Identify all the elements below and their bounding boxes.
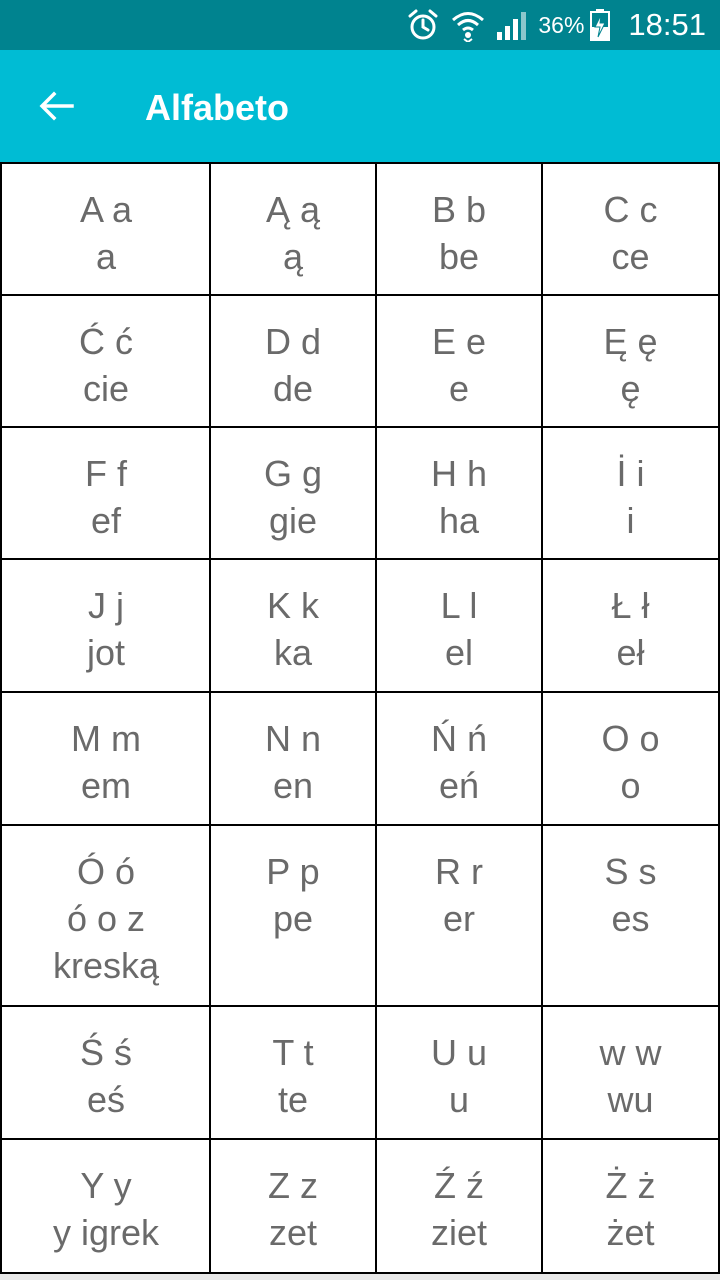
letter-name: żet — [606, 1212, 655, 1253]
letter-glyph: Ć ć — [79, 321, 133, 362]
letter-glyph: T t — [272, 1032, 314, 1073]
battery-percent: 36% — [538, 11, 585, 38]
alphabet-grid — [0, 162, 720, 1276]
letter-glyph: G g — [263, 453, 323, 494]
alarm-icon — [406, 8, 440, 42]
letter-glyph: C c — [603, 189, 658, 230]
letter-name: ą — [282, 236, 304, 277]
letter-glyph: N n — [264, 718, 322, 759]
bottom-strip — [0, 1274, 720, 1280]
letter-name: pe — [272, 898, 314, 939]
letter-name: ka — [273, 632, 313, 673]
letter-cell[interactable] — [541, 558, 720, 693]
letter-name: ce — [611, 236, 650, 277]
letter-name: cie — [82, 368, 130, 409]
letter-cell[interactable] — [541, 824, 720, 1008]
letter-glyph: İ i — [616, 453, 645, 494]
letter-cell[interactable] — [209, 162, 377, 297]
letter-cell[interactable] — [541, 426, 720, 561]
letter-name: ó o z — [66, 898, 146, 939]
letter-cell[interactable] — [209, 294, 377, 429]
letter-name: en — [272, 765, 314, 806]
letter-glyph: K k — [266, 585, 319, 626]
letter-cell[interactable] — [375, 1138, 543, 1274]
letter-glyph: O o — [601, 718, 660, 759]
letter-name: ef — [90, 500, 122, 541]
letter-glyph: A a — [79, 189, 133, 230]
wifi-icon — [450, 8, 486, 42]
signal-icon — [496, 10, 528, 40]
letter-name: te — [277, 1079, 309, 1120]
letter-cell[interactable] — [375, 162, 543, 297]
status-clock: 18:51 — [628, 7, 706, 42]
letter-name: eń — [438, 765, 480, 806]
app-bar — [0, 50, 720, 162]
letter-cell[interactable] — [541, 691, 720, 826]
letter-name: eł — [616, 632, 645, 673]
letter-cell[interactable] — [209, 691, 377, 826]
letter-cell[interactable] — [209, 1138, 377, 1274]
battery-charging-icon — [590, 9, 610, 41]
letter-glyph: Y y — [80, 1165, 132, 1206]
letter-glyph: Ę ę — [603, 321, 658, 362]
page-title: Alfabeto — [145, 87, 289, 128]
letter-name: y igrek — [52, 1212, 160, 1253]
letter-name: er — [442, 898, 475, 939]
letter-cell[interactable] — [209, 426, 377, 561]
status-bar — [0, 0, 720, 50]
letter-glyph: w w — [599, 1032, 662, 1073]
arrow-back-icon — [38, 91, 74, 121]
letter-name-continued: kreską — [52, 945, 160, 986]
letter-cell[interactable] — [375, 691, 543, 826]
letter-name: eś — [86, 1079, 126, 1120]
letter-glyph: Ó ó — [76, 851, 136, 892]
letter-glyph: J j — [88, 585, 124, 626]
letter-cell[interactable] — [375, 294, 543, 429]
letter-cell[interactable] — [541, 1005, 720, 1140]
letter-name: i — [626, 500, 635, 541]
letter-name: e — [448, 368, 470, 409]
letter-cell[interactable] — [541, 294, 720, 429]
letter-cell[interactable] — [209, 1005, 377, 1140]
letter-name: el — [444, 632, 474, 673]
letter-glyph: E e — [431, 321, 487, 362]
letter-name: de — [272, 368, 314, 409]
letter-cell[interactable] — [0, 1138, 212, 1274]
letter-cell[interactable] — [541, 162, 720, 297]
letter-glyph: L l — [440, 585, 478, 626]
letter-name: u — [448, 1079, 470, 1120]
letter-cell[interactable] — [375, 824, 543, 1008]
letter-cell[interactable] — [0, 162, 212, 297]
letter-cell[interactable] — [541, 1138, 720, 1274]
letter-glyph: Z z — [268, 1165, 318, 1206]
letter-cell[interactable] — [209, 558, 377, 693]
letter-glyph: P p — [266, 851, 320, 892]
letter-cell[interactable] — [0, 426, 212, 561]
back-button[interactable] — [30, 80, 82, 132]
letter-name: ę — [620, 368, 641, 409]
letter-name: es — [611, 898, 650, 939]
letter-glyph: F f — [85, 453, 127, 494]
letter-cell[interactable] — [0, 558, 212, 693]
letter-glyph: B b — [431, 189, 487, 230]
letter-glyph: S s — [604, 851, 657, 892]
letter-glyph: M m — [71, 718, 141, 759]
letter-glyph: H h — [430, 453, 488, 494]
letter-glyph: Ą ą — [265, 189, 321, 230]
letter-cell[interactable] — [209, 824, 377, 1008]
letter-name: em — [80, 765, 131, 806]
letter-glyph: U u — [430, 1032, 488, 1073]
letter-name: jot — [86, 632, 126, 673]
letter-glyph: Ń ń — [430, 718, 488, 759]
letter-cell[interactable] — [375, 558, 543, 693]
letter-name: a — [95, 236, 117, 277]
letter-cell[interactable] — [0, 1005, 212, 1140]
letter-cell[interactable] — [375, 1005, 543, 1140]
letter-cell[interactable] — [0, 691, 212, 826]
letter-glyph: R r — [435, 851, 483, 892]
letter-cell[interactable] — [0, 824, 212, 1008]
letter-name: be — [438, 236, 480, 277]
letter-cell[interactable] — [0, 294, 212, 429]
status-icons — [406, 0, 706, 50]
letter-name: ha — [438, 500, 480, 541]
letter-name: wu — [607, 1079, 654, 1120]
letter-glyph: Ż ż — [605, 1165, 656, 1206]
letter-glyph: Ź ź — [434, 1165, 484, 1206]
letter-name: zet — [268, 1212, 318, 1253]
letter-name: ziet — [430, 1212, 488, 1253]
letter-name: o — [620, 765, 641, 806]
letter-glyph: Ł ł — [611, 585, 650, 626]
letter-name: gie — [268, 500, 318, 541]
letter-glyph: Ś ś — [79, 1032, 132, 1073]
letter-glyph: D d — [264, 321, 322, 362]
letter-cell[interactable] — [375, 426, 543, 561]
